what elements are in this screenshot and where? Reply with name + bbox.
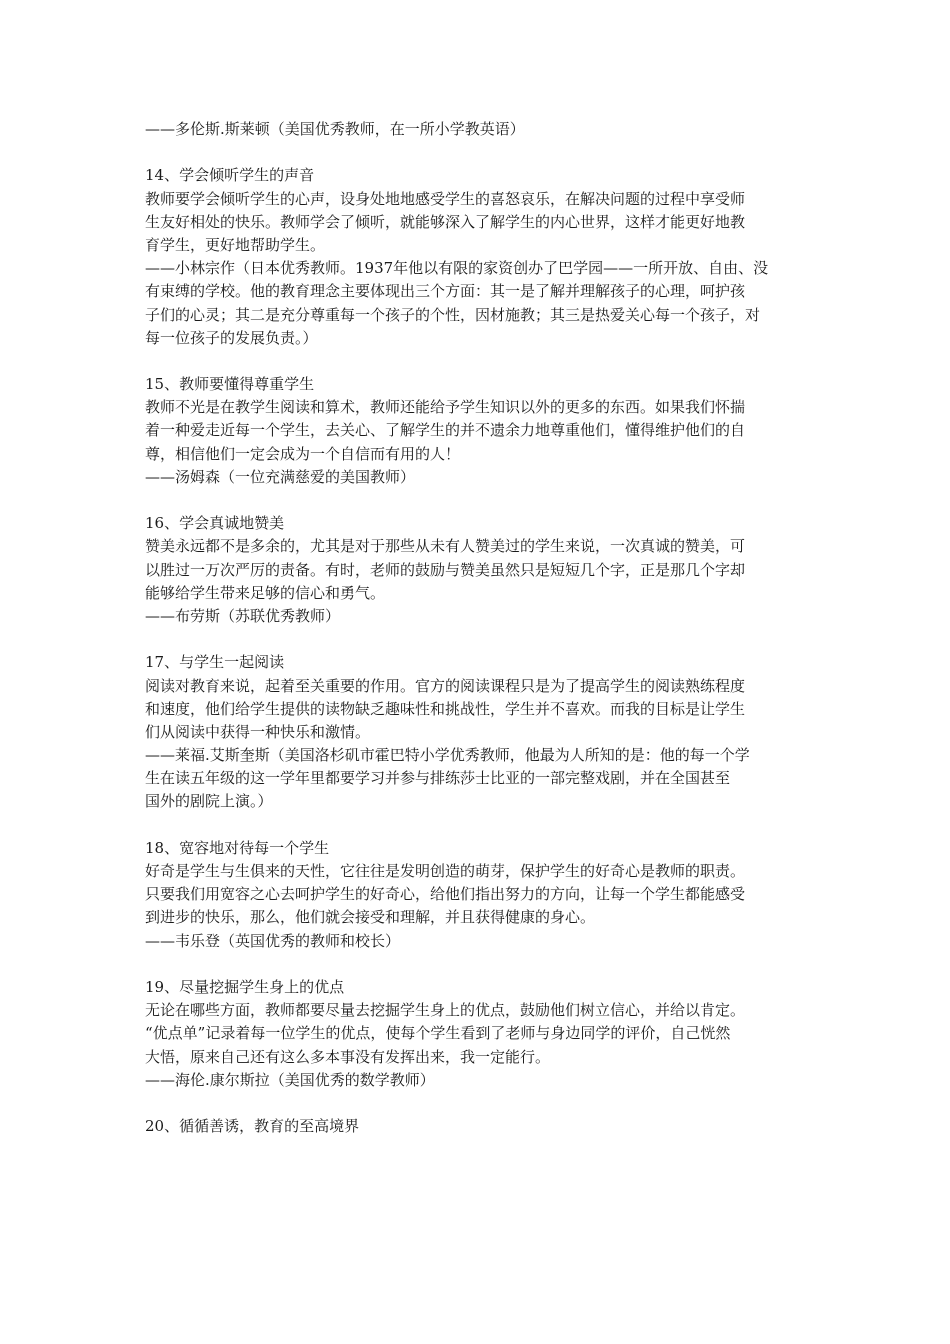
body-line: 育学生，更好地帮助学生。	[145, 235, 326, 254]
section	[145, 164, 810, 350]
section	[145, 837, 810, 953]
body-line: ——莱福.艾斯奎斯（美国洛杉矶市霍巴特小学优秀教师，他最为人所知的是：他的每一个学	[145, 746, 750, 765]
body-line: 们从阅读中获得一种快乐和激情。	[145, 722, 371, 741]
body-line: 以胜过一万次严厉的责备。有时，老师的鼓励与赞美虽然只是短短几个字，正是那几个字却	[145, 560, 746, 579]
body-line: 有束缚的学校。他的教育理念主要体现出三个方面：其一是了解并理解孩子的心理，呵护孩	[145, 282, 746, 301]
paragraph-gap	[145, 489, 810, 512]
body-line: 生友好相处的快乐。教师学会了倾听，就能够深入了解学生的内心世界，这样才能更好地教	[145, 212, 746, 231]
body-line: 每一位孩子的发展负责。）	[145, 328, 318, 347]
body-line: 教师要学会倾听学生的心声，设身处地地感受学生的喜怒哀乐，在解决问题的过程中享受师	[145, 189, 746, 208]
section	[145, 1115, 810, 1138]
body-line: 能够给学生带来足够的信心和勇气。	[145, 583, 386, 602]
body-line: 阅读对教育来说，起着至关重要的作用。官方的阅读课程只是为了提高学生的阅读熟练程度	[145, 676, 746, 695]
body-line: ——海伦.康尔斯拉（美国优秀的数学教师）	[145, 1070, 435, 1089]
body-line: 生在读五年级的这一学年里都要学习并参与排练莎士比亚的一部完整戏剧，并在全国甚至	[145, 769, 731, 788]
document-page	[145, 118, 810, 1138]
body-line: ——小林宗作（日本优秀教师。1937年他以有限的家资创办了巴学园——一所开放、自由、没	[145, 259, 769, 278]
section	[145, 512, 810, 628]
body-line: 尊，相信他们一定会成为一个自信而有用的人！	[145, 444, 461, 463]
section	[145, 976, 810, 1092]
body-line: 好奇是学生与生俱来的天性，它往往是发明创造的萌芽，保护学生的好奇心是教师的职责。	[145, 862, 746, 880]
body-line: 国外的剧院上演。）	[145, 792, 273, 811]
body-line: 到进步的快乐，那么，他们就会接受和理解，并且获得健康的身心。	[145, 908, 596, 927]
section	[145, 651, 810, 813]
body-line: ——韦乐登（英国优秀的教师和校长）	[145, 931, 401, 950]
body-line: 子们的心灵；其二是充分尊重每一个孩子的个性，因材施教；其三是热爱关心每一个孩子，对	[145, 305, 761, 324]
section-heading: 16、学会真诚地赞美	[145, 514, 285, 533]
sections-container	[145, 164, 810, 1138]
paragraph-gap	[145, 350, 810, 373]
body-line: ——汤姆森（一位充满慈爱的美国教师）	[145, 467, 416, 486]
section-heading: 15、教师要懂得尊重学生	[145, 375, 315, 394]
body-line: 和速度，他们给学生提供的读物缺乏趣味性和挑战性，学生并不喜欢。而我的目标是让学生	[145, 699, 746, 718]
paragraph-gap	[145, 1092, 810, 1115]
paragraph-gap	[145, 628, 810, 651]
paragraph-gap	[145, 141, 810, 164]
body-line: “优点单”记录着每一位学生的优点，使每个学生看到了老师与身边同学的评价，自己恍然	[145, 1024, 731, 1043]
section-heading: 20、循循善诱，教育的至高境界	[145, 1117, 360, 1136]
intro-attribution: ——多伦斯.斯莱顿（美国优秀教师，在一所小学教英语）	[145, 120, 525, 138]
paragraph-gap	[145, 953, 810, 976]
body-line: 赞美永远都不是多余的，尤其是对于那些从未有人赞美过的学生来说，一次真诚的赞美，可	[145, 537, 746, 556]
body-line: 无论在哪些方面，教师都要尽量去挖掘学生身上的优点，鼓励他们树立信心，并给以肯定。	[145, 1001, 746, 1020]
body-line: ——布劳斯（苏联优秀教师）	[145, 606, 341, 625]
section-heading: 19、尽量挖掘学生身上的优点	[145, 977, 345, 996]
paragraph-gap	[145, 814, 810, 837]
section-heading: 17、与学生一起阅读	[145, 653, 285, 672]
body-line: 着一种爱走近每一个学生，去关心、了解学生的并不遗余力地尊重他们，懂得维护他们的自	[145, 421, 746, 440]
body-line: 只要我们用宽容之心去呵护学生的好奇心，给他们指出努力的方向，让每一个学生都能感受	[145, 885, 746, 904]
section-heading: 14、学会倾听学生的声音	[145, 166, 315, 185]
body-line: 大悟，原来自己还有这么多本事没有发挥出来，我一定能行。	[145, 1047, 551, 1066]
section-heading: 18、宽容地对待每一个学生	[145, 838, 330, 857]
body-line: 教师不光是在教学生阅读和算术，教师还能给予学生知识以外的更多的东西。如果我们怀揣	[145, 398, 746, 417]
section	[145, 373, 810, 489]
